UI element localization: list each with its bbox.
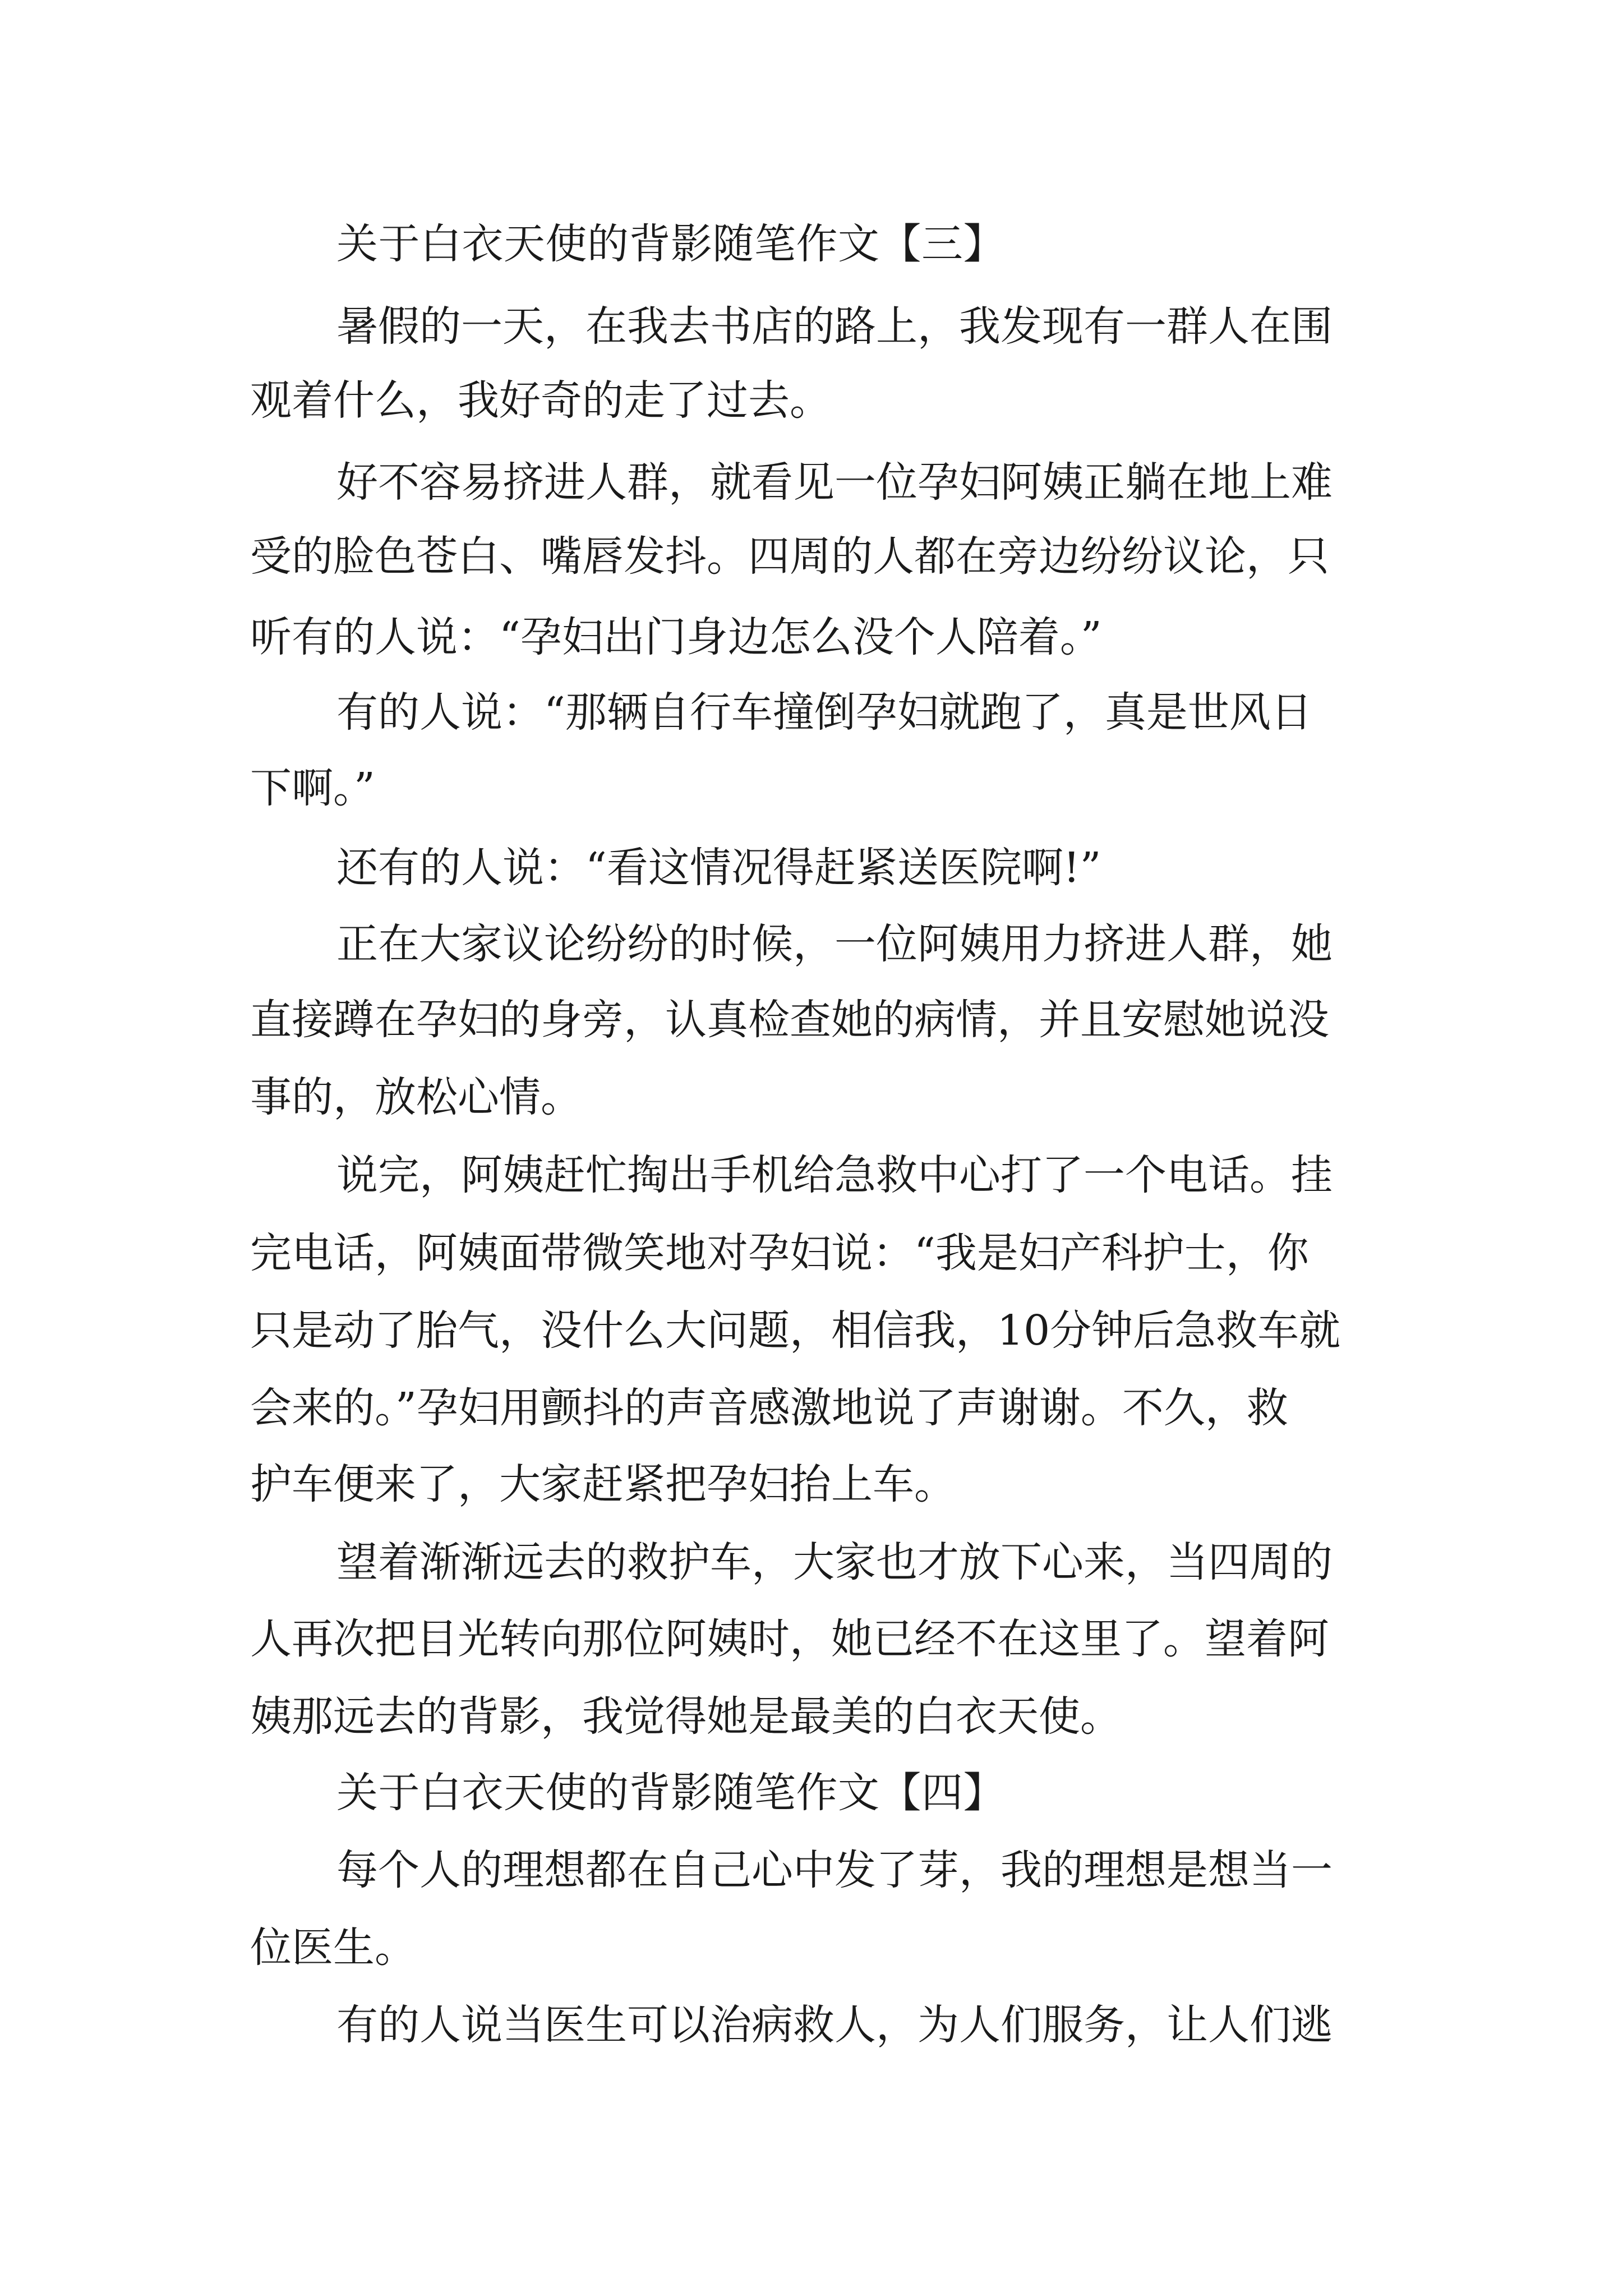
paragraph-line: 听有的人说：“孕妇出门身边怎么没个人陪着。”: [250, 613, 1102, 661]
paragraph-line: 位医生。: [250, 1924, 416, 1972]
paragraph-line: 事的，放松心情。: [250, 1073, 582, 1121]
paragraph-line: 还有的人说：“看这情况得赶紧送医院啊!”: [336, 844, 1101, 892]
paragraph-line: 会来的。”孕妇用颤抖的声音感激地说了声谢谢。不久，救: [250, 1384, 1288, 1432]
paragraph-line: 人再次把目光转向那位阿姨时，她已经不在这里了。望着阿: [250, 1615, 1329, 1663]
paragraph-line: 有的人说当医生可以治病救人，为人们服务，让人们逃: [336, 2001, 1332, 2049]
paragraph-line: 受的脸色苍白、嘴唇发抖。四周的人都在旁边纷纷议论，只: [250, 532, 1329, 581]
paragraph-line: 观着什么，我好奇的走了过去。: [250, 376, 831, 425]
section-heading-three: 关于白衣天使的背影随笔作文【三】: [336, 220, 1005, 268]
paragraph-line: 正在大家议论纷纷的时候，一位阿姨用力挤进人群，她: [336, 920, 1332, 968]
paragraph-line: 说完，阿姨赶忙掏出手机给急救中心打了一个电话。挂: [336, 1151, 1332, 1199]
paragraph-line: 每个人的理想都在自己心中发了芽，我的理想是想当一: [336, 1846, 1332, 1894]
paragraph-line: 直接蹲在孕妇的身旁，认真检查她的病情，并且安慰她说没: [250, 996, 1329, 1044]
paragraph-line: 完电话，阿姨面带微笑地对孕妇说：“我是妇产科护士，你: [250, 1229, 1309, 1277]
paragraph-line: 只是动了胎气，没什么大问题，相信我，10分钟后急救车就: [250, 1306, 1341, 1355]
paragraph-line: 有的人说：“那辆自行车撞倒孕妇就跑了，真是世风日: [336, 688, 1312, 737]
paragraph-line: 好不容易挤进人群，就看见一位孕妇阿姨正躺在地上难: [336, 458, 1332, 507]
paragraph-line: 暑假的一天，在我去书店的路上，我发现有一群人在围: [336, 302, 1332, 351]
paragraph-line: 护车便来了，大家赶紧把孕妇抬上车。: [250, 1460, 956, 1508]
paragraph-line: 姨那远去的背影，我觉得她是最美的白衣天使。: [250, 1692, 1122, 1741]
paragraph-line: 下啊。”: [250, 764, 375, 812]
paragraph-line: 望着渐渐远去的救护车，大家也才放下心来，当四周的: [336, 1538, 1332, 1586]
section-heading-four: 关于白衣天使的背影随笔作文【四】: [336, 1769, 1005, 1817]
